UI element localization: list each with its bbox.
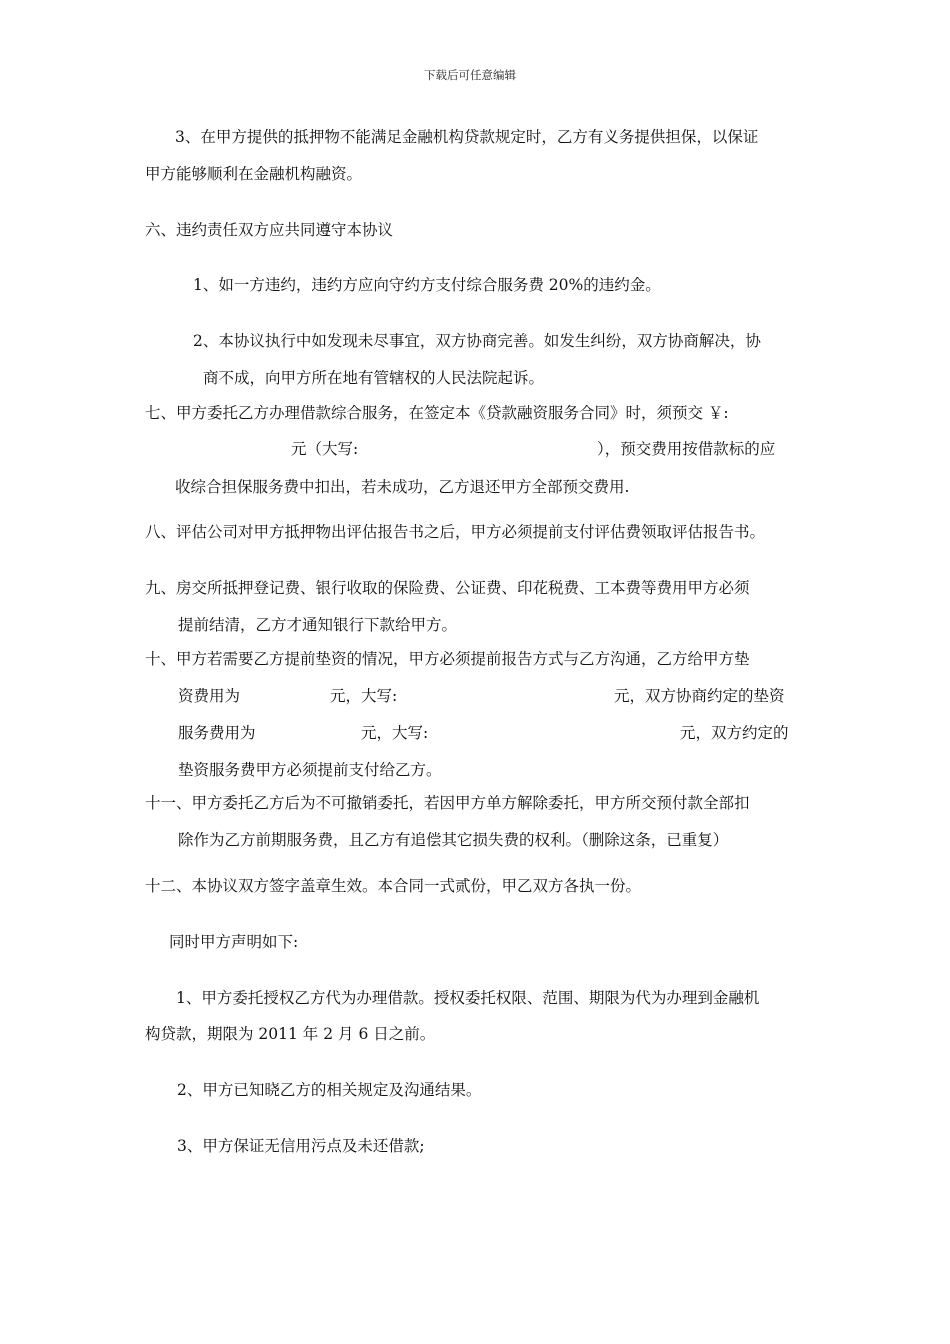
declaration-item2: 2、甲方已知晓乙方的相关规定及沟通结果。 (177, 1081, 482, 1099)
clause12-line1: 十二、本协议双方签字盖章生效。本合同一式贰份，甲乙双方各执一份。 (145, 877, 642, 895)
clause11-line1: 十一、甲方委托乙方后为不可撤销委托，若因甲方单方解除委托，甲方所交预付款全部扣 (145, 794, 750, 812)
clause6-item1: 1、如一方违约，违约方应向守约方支付综合服务费 20%的违约金。 (193, 276, 661, 294)
clause10-line4: 垫资服务费甲方必须提前支付给乙方。 (178, 761, 442, 779)
clause10-line2-part-b: 元，大写: (330, 687, 398, 705)
clause10-line3-part-c: 元，双方约定的 (680, 724, 789, 742)
clause6-item2-line2: 商不成，向甲方所在地有管辖权的人民法院起诉。 (203, 369, 545, 387)
clause10-line3-part-a: 服务费用为 (178, 724, 256, 742)
declaration-intro: 同时甲方声明如下: (169, 933, 299, 951)
clause7-line2-part-a: 元（大写: (291, 440, 359, 458)
declaration-item3: 3、甲方保证无信用污点及未还借款; (177, 1137, 425, 1155)
declaration-item1-line2: 构贷款，期限为 2011 年 2 月 6 日之前。 (145, 1025, 436, 1043)
clause10-line3-part-b: 元，大写: (361, 724, 429, 742)
clause6-heading: 六、违约责任双方应共同遵守本协议 (145, 221, 394, 239)
clause8-line1: 八、评估公司对甲方抵押物出评估报告书之后，甲方必须提前支付评估费领取评估报告书。 (145, 523, 766, 541)
clause9-line1: 九、房交所抵押登记费、银行收取的保险费、公证费、印花税费、工本费等费用甲方必须 (145, 579, 750, 597)
clause5-item3-line1: 3、在甲方提供的抵押物不能满足金融机构贷款规定时，乙方有义务提供担保，以保证 (175, 128, 759, 146)
declaration-item1-line1: 1、甲方委托授权乙方代为办理借款。授权委托权限、范围、期限为代为办理到金融机 (176, 989, 760, 1007)
clause9-line2: 提前结清，乙方才通知银行下款给甲方。 (178, 616, 458, 634)
clause7-line2-part-b: ），预交费用按借款标的应 (597, 440, 776, 458)
clause6-item2-line1: 2、本协议执行中如发现未尽事宜，双方协商完善。如发生纠纷，双方协商解决，协 (193, 332, 761, 350)
clause7-line1: 七、甲方委托乙方办理借款综合服务，在签定本《贷款融资服务合同》时，须预交 ￥: (145, 404, 729, 422)
clause7-line3: 收综合担保服务费中扣出，若未成功，乙方退还甲方全部预交费用. (175, 478, 630, 496)
page-header: 下载后可任意编辑 (424, 68, 516, 82)
clause11-line2: 除作为乙方前期服务费，且乙方有追偿其它损失费的权利。（删除这条，已重复） (178, 831, 729, 849)
clause10-line2-part-c: 元，双方协商约定的垫资 (614, 687, 785, 705)
clause10-line2-part-a: 资费用为 (178, 687, 241, 705)
clause5-item3-line2: 甲方能够顺利在金融机构融资。 (145, 165, 363, 183)
clause10-line1: 十、甲方若需要乙方提前垫资的情况，甲方必须提前报告方式与乙方沟通，乙方给甲方垫 (145, 650, 750, 668)
